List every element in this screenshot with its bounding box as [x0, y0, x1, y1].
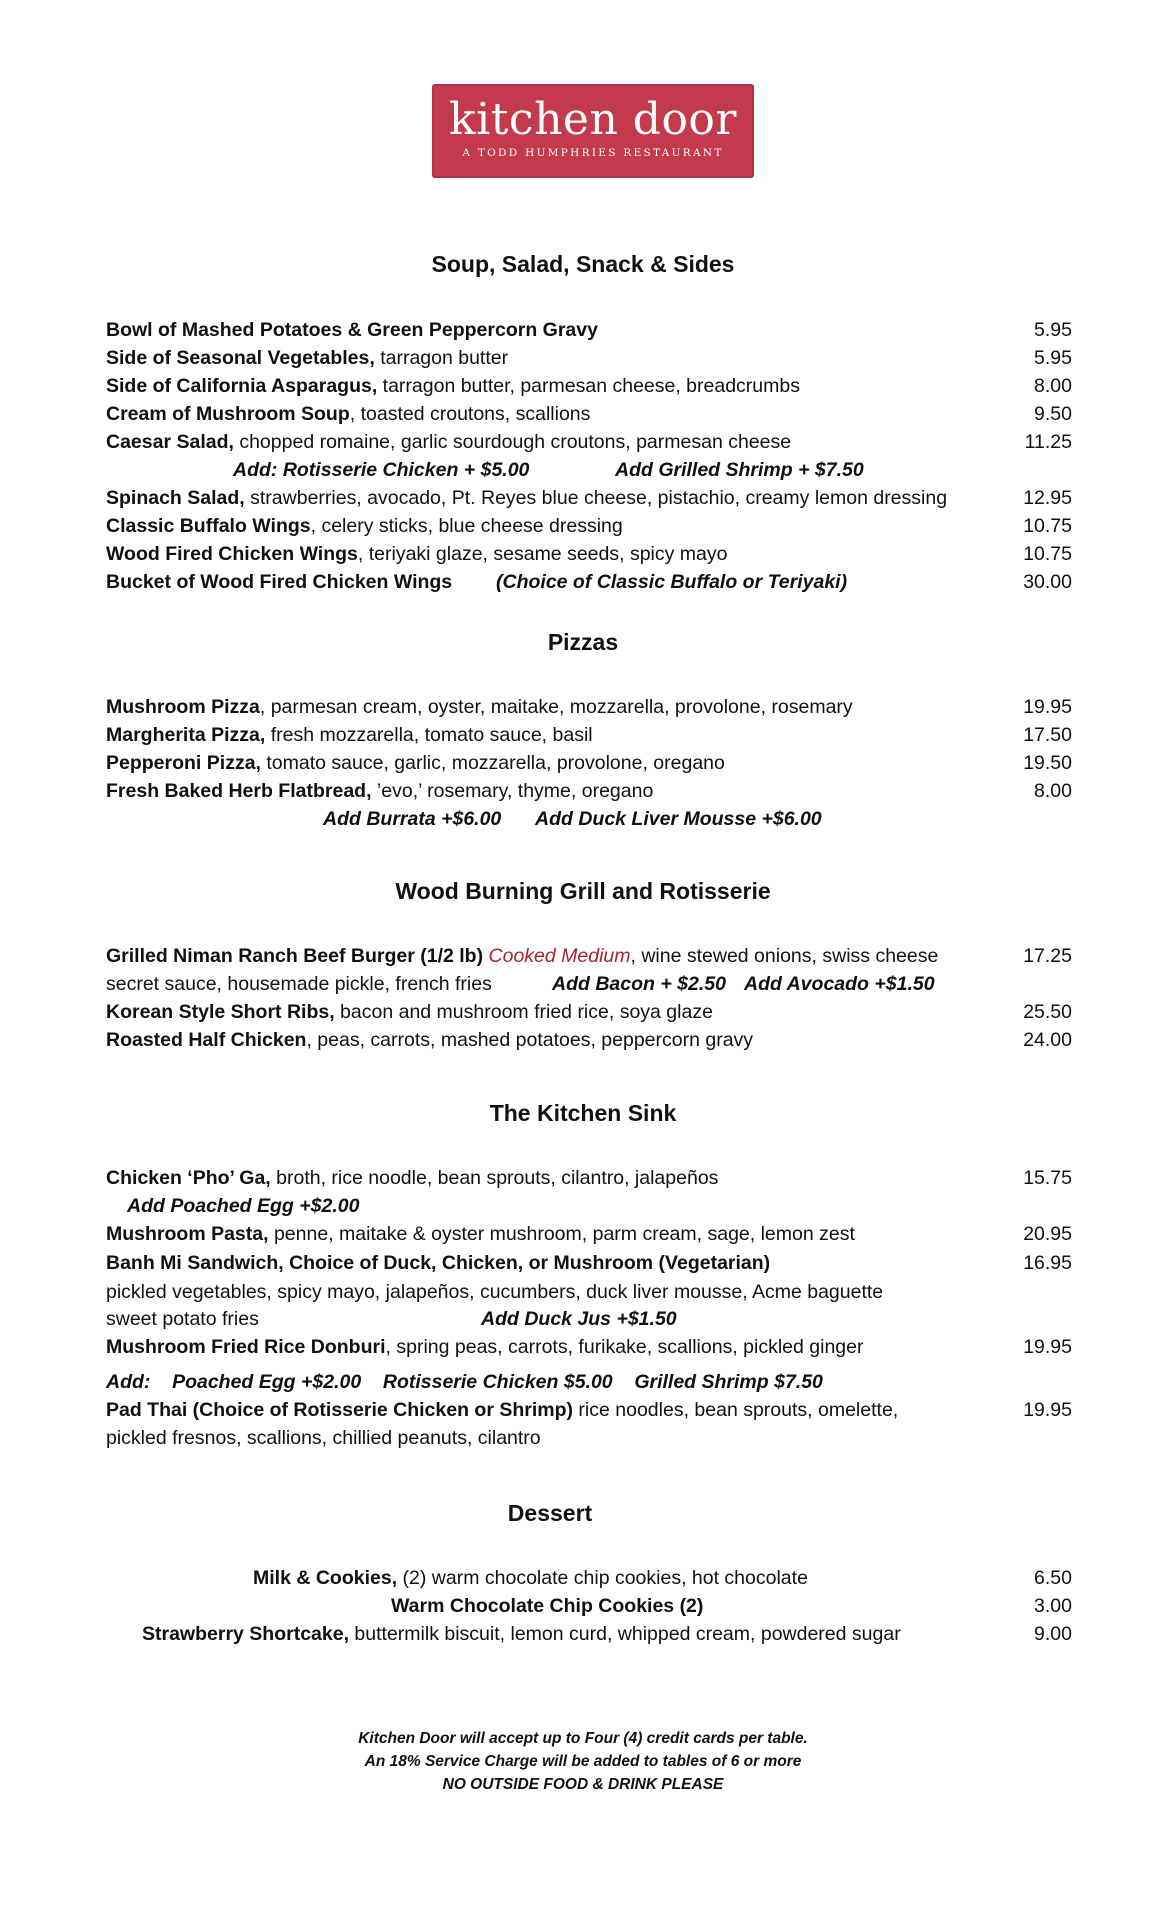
- menu-item-burger: Grilled Niman Ranch Beef Burger (1/2 lb) Cooked Medium, wine stewed onions, swiss cheese 17.25: [106, 942, 1072, 970]
- dessert-item: Milk & Cookies, (2) warm chocolate chip cookies, hot chocolate 6.50: [0, 1564, 1166, 1592]
- menu-item-banh-mi: Banh Mi Sandwich, Choice of Duck, Chicken, or Mushroom (Vegetarian) 16.95: [106, 1249, 1072, 1277]
- addon-burrata: Add Burrata +$6.00: [323, 808, 502, 830]
- menu-item-pasta: Mushroom Pasta, penne, maitake & oyster mushroom, parm cream, sage, lemon zest 20.95: [106, 1220, 1072, 1248]
- item-price: 11.25: [1024, 431, 1072, 453]
- banh-mi-line-3: sweet potato fries Add Duck Jus +$1.50: [106, 1305, 1072, 1333]
- addon-duck-liver-mousse: Add Duck Liver Mousse +$6.00: [535, 808, 822, 830]
- addon-duck-jus: Add Duck Jus +$1.50: [481, 1308, 677, 1330]
- addon-avocado: Add Avocado +$1.50: [744, 973, 935, 995]
- menu-item: Side of California Asparagus, tarragon butter, parmesan cheese, breadcrumbs 8.00: [106, 372, 1072, 400]
- item-price: 17.50: [1023, 724, 1072, 746]
- cooked-medium-note: Cooked Medium: [488, 945, 631, 967]
- section-title-soup: Soup, Salad, Snack & Sides: [431, 251, 735, 277]
- item-price: 19.95: [1023, 696, 1072, 718]
- addon-bacon: Add Bacon + $2.50: [552, 973, 726, 995]
- logo-subtitle: A TODD HUMPHRIES RESTAURANT: [462, 147, 724, 159]
- logo-name: kitchen door: [449, 94, 737, 145]
- item-price: 20.95: [1023, 1223, 1072, 1245]
- section-title-dessert: Dessert: [507, 1500, 593, 1526]
- item-price: 8.00: [1034, 780, 1072, 802]
- footer-credit-card-policy: Kitchen Door will accept up to Four (4) credit cards per table.: [358, 1730, 808, 1747]
- menu-item: Side of Seasonal Vegetables, tarragon butter 5.95: [106, 344, 1072, 372]
- item-price: 3.00: [1034, 1595, 1072, 1617]
- item-price: 30.00: [1023, 571, 1072, 593]
- pad-thai-line-2: pickled fresnos, scallions, chillied peanuts, cilantro: [106, 1427, 541, 1449]
- menu-item: Bowl of Mashed Potatoes & Green Peppercorn Gravy 5.95: [106, 316, 1072, 344]
- banh-mi-line-2: pickled vegetables, spicy mayo, jalapeños, cucumbers, duck liver mousse, Acme baguette: [106, 1281, 884, 1303]
- item-price: 12.95: [1023, 487, 1072, 509]
- burger-line-2: secret sauce, housemade pickle, french fries Add Bacon + $2.50 Add Avocado +$1.50: [106, 970, 1072, 998]
- item-price: 19.50: [1023, 752, 1072, 774]
- item-price: 10.75: [1023, 515, 1072, 537]
- item-price: 25.50: [1023, 1001, 1072, 1023]
- dessert-item: Warm Chocolate Chip Cookies (2) 3.00: [0, 1592, 1166, 1620]
- section-title-grill: Wood Burning Grill and Rotisserie: [395, 878, 771, 904]
- menu-item: Bucket of Wood Fired Chicken Wings (Choice of Classic Buffalo or Teriyaki) 30.00: [106, 568, 1072, 596]
- item-price: 15.75: [1023, 1167, 1072, 1189]
- addon-grilled-shrimp: Add Grilled Shrimp + $7.50: [615, 459, 864, 481]
- menu-item: Fresh Baked Herb Flatbread, ’evo,’ rosemary, thyme, oregano 8.00: [106, 777, 1072, 805]
- menu-item: Roasted Half Chicken, peas, carrots, mashed potatoes, peppercorn gravy 24.00: [106, 1026, 1072, 1054]
- dessert-item: Strawberry Shortcake, buttermilk biscuit, lemon curd, whipped cream, powdered sugar 9.00: [0, 1620, 1166, 1648]
- menu-item: Classic Buffalo Wings, celery sticks, blue cheese dressing 10.75: [106, 512, 1072, 540]
- menu-item: Pepperoni Pizza, tomato sauce, garlic, mozzarella, provolone, oregano 19.50: [106, 749, 1072, 777]
- section-title-kitchen-sink: The Kitchen Sink: [489, 1100, 677, 1126]
- item-price: 19.95: [1023, 1399, 1072, 1421]
- item-price: 5.95: [1034, 347, 1072, 369]
- item-price: 16.95: [1023, 1252, 1072, 1274]
- addon-poached-egg: Add Poached Egg +$2.00: [127, 1195, 360, 1217]
- item-price: 17.25: [1023, 945, 1072, 967]
- item-price: 9.50: [1034, 403, 1072, 425]
- item-price: 8.00: [1034, 375, 1072, 397]
- item-price: 10.75: [1023, 543, 1072, 565]
- item-price: 19.95: [1023, 1336, 1072, 1358]
- item-price: 6.50: [1034, 1567, 1072, 1589]
- footer-no-outside-food: NO OUTSIDE FOOD & DRINK PLEASE: [442, 1776, 724, 1793]
- addon-rotisserie-chicken: Add: Rotisserie Chicken + $5.00: [233, 459, 530, 481]
- menu-item-donburi: Mushroom Fried Rice Donburi, spring peas, carrots, furikake, scallions, pickled ginger 19.95: [106, 1333, 1072, 1361]
- menu-item-pad-thai: Pad Thai (Choice of Rotisserie Chicken or Shrimp) rice noodles, bean sprouts, omelette, 19.95: [106, 1396, 1072, 1424]
- menu-item: Cream of Mushroom Soup, toasted croutons, scallions 9.50: [106, 400, 1072, 428]
- menu-item: Korean Style Short Ribs, bacon and mushroom fried rice, soya glaze 25.50: [106, 998, 1072, 1026]
- menu-item: Wood Fired Chicken Wings, teriyaki glaze, sesame seeds, spicy mayo 10.75: [106, 540, 1072, 568]
- restaurant-logo: [432, 84, 754, 178]
- section-title-pizzas: Pizzas: [547, 629, 619, 655]
- footer-service-charge: An 18% Service Charge will be added to tables of 6 or more: [364, 1753, 802, 1770]
- menu-item: Spinach Salad, strawberries, avocado, Pt. Reyes blue cheese, pistachio, creamy lemon dressing 12.95: [106, 484, 1072, 512]
- item-price: 24.00: [1023, 1029, 1072, 1051]
- item-price: 9.00: [1034, 1623, 1072, 1645]
- menu-item: Mushroom Pizza, parmesan cream, oyster, maitake, mozzarella, provolone, rosemary 19.95: [106, 693, 1072, 721]
- menu-item-pho: Chicken ‘Pho’ Ga, broth, rice noodle, bean sprouts, cilantro, jalapeños 15.75: [106, 1164, 1072, 1192]
- bucket-choice: (Choice of Classic Buffalo or Teriyaki): [496, 571, 848, 593]
- item-price: 5.95: [1034, 319, 1072, 341]
- menu-item: Margherita Pizza, fresh mozzarella, tomato sauce, basil 17.50: [106, 721, 1072, 749]
- donburi-addons: Add: Poached Egg +$2.00 Rotisserie Chicken $5.00 Grilled Shrimp $7.50: [106, 1371, 823, 1393]
- menu-item: Caesar Salad, chopped romaine, garlic sourdough croutons, parmesan cheese 11.25: [106, 428, 1072, 456]
